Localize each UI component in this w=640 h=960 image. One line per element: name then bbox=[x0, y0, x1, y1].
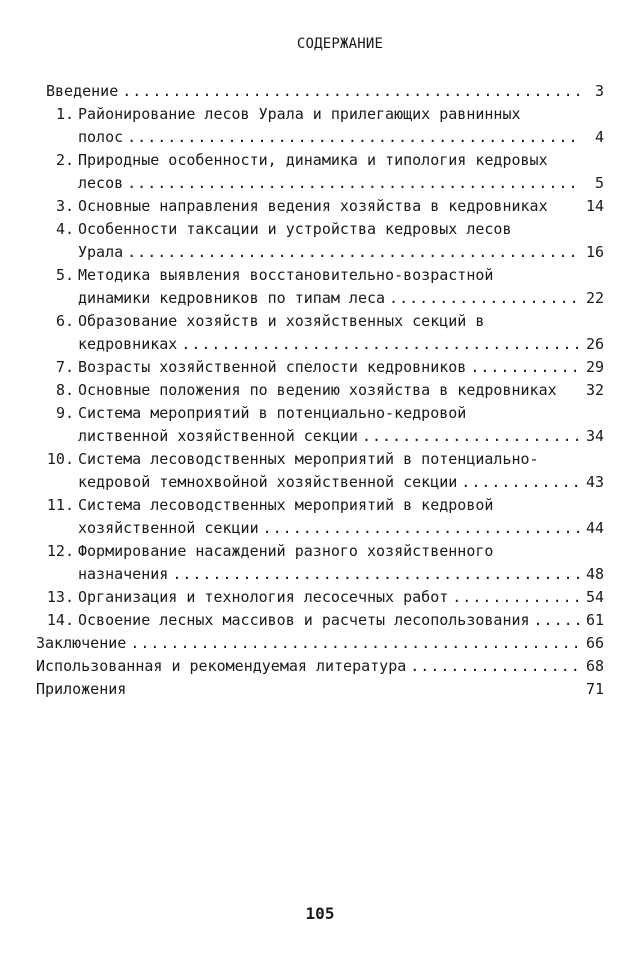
toc-entry-number: 1. bbox=[55, 105, 74, 123]
toc-entry-9-cont bbox=[36, 425, 604, 448]
toc-entry-4 bbox=[36, 218, 604, 241]
toc-entry-page: 16 bbox=[585, 243, 604, 261]
leader-dots bbox=[410, 655, 582, 678]
toc-entry-title-cont: кедровниках bbox=[78, 335, 178, 353]
toc-entry-title-cont: кедровой темнохвойной хозяйственной секции bbox=[78, 473, 458, 491]
toc-entry-introduction bbox=[36, 80, 604, 103]
toc-entry-title: Освоение лесных массивов и расчеты лесопользования bbox=[78, 611, 530, 629]
toc-entry-title: Приложения bbox=[36, 680, 127, 698]
toc-heading: СОДЕРЖАНИЕ bbox=[296, 36, 384, 52]
toc-entry-page: 43 bbox=[585, 473, 604, 491]
toc-entry-conclusion bbox=[36, 632, 604, 655]
leader-dots bbox=[130, 632, 582, 655]
leader-dots bbox=[263, 517, 582, 540]
toc-entry-6 bbox=[36, 310, 604, 333]
toc-entry-page: 32 bbox=[585, 381, 604, 399]
toc-entry-page: 61 bbox=[585, 611, 604, 629]
toc-entry-4-cont bbox=[36, 241, 604, 264]
page-number: 105 bbox=[305, 904, 335, 923]
leader-dots bbox=[127, 172, 582, 195]
toc-entry-title: Система лесоводственных мероприятий в потенциально- bbox=[78, 450, 539, 468]
toc-entry-number: 14. bbox=[46, 611, 74, 629]
toc-entry-11 bbox=[36, 494, 604, 517]
toc-entry-2 bbox=[36, 149, 604, 172]
toc-entry-6-cont bbox=[36, 333, 604, 356]
toc-entry-title: Основные положения по ведению хозяйства в кедровниках bbox=[78, 381, 557, 399]
toc-entry-title-cont: динамики кедровников по типам леса bbox=[78, 289, 386, 307]
toc-entry-title-cont: лесов bbox=[78, 174, 124, 192]
leader-dots bbox=[362, 425, 582, 448]
leader-dots bbox=[127, 126, 582, 149]
toc-entry-5 bbox=[36, 264, 604, 287]
toc-entry-title-cont: лиственной хозяйственной секции bbox=[78, 427, 358, 445]
toc-entry-title: Районирование лесов Урала и прилегающих равнинных bbox=[78, 105, 521, 123]
toc-entry-14 bbox=[36, 609, 604, 632]
toc-entry-page: 48 bbox=[585, 565, 604, 583]
toc-entry-page: 44 bbox=[585, 519, 604, 537]
toc-entry-title: Использованная и рекомендуемая литература bbox=[36, 657, 407, 675]
toc-entry-10 bbox=[36, 448, 604, 471]
leader-dots bbox=[534, 609, 582, 632]
toc-entry-number: 13. bbox=[46, 588, 74, 606]
toc-entry-title-cont: Урала bbox=[78, 243, 124, 261]
leader-dots bbox=[461, 471, 582, 494]
leader-dots bbox=[389, 287, 582, 310]
toc-entry-page: 34 bbox=[585, 427, 604, 445]
toc-entry-2-cont bbox=[36, 172, 604, 195]
toc-entry-title: Особенности таксации и устройства кедровых лесов bbox=[78, 220, 512, 238]
toc-entry-number: 5. bbox=[55, 266, 74, 284]
toc-entry-8 bbox=[36, 379, 604, 402]
toc-entry-title: Система лесоводственных мероприятий в кедровой bbox=[78, 496, 494, 514]
toc-entry-page: 71 bbox=[585, 680, 604, 698]
toc-entry-number: 12. bbox=[46, 542, 74, 560]
toc-entry-13 bbox=[36, 586, 604, 609]
toc-entry-references bbox=[36, 655, 604, 678]
toc-entry-title: Методика выявления восстановительно-возрастной bbox=[78, 266, 494, 284]
toc-entry-page: 3 bbox=[594, 82, 604, 100]
toc-entry-page: 54 bbox=[585, 588, 604, 606]
toc-entry-number: 3. bbox=[55, 197, 74, 215]
toc-entry-number: 7. bbox=[55, 358, 74, 376]
toc-entry-10-cont bbox=[36, 471, 604, 494]
toc-entry-page: 4 bbox=[594, 128, 604, 146]
toc-entry-1-cont bbox=[36, 126, 604, 149]
toc-entry-page: 29 bbox=[585, 358, 604, 376]
toc-entry-title: Система мероприятий в потенциально-кедровой bbox=[78, 404, 467, 422]
toc-entry-5-cont bbox=[36, 287, 604, 310]
toc-entry-number: 11. bbox=[46, 496, 74, 514]
toc-entry-page: 68 bbox=[585, 657, 604, 675]
toc-entry-number: 9. bbox=[55, 404, 74, 422]
toc-entry-number: 2. bbox=[55, 151, 74, 169]
leader-dots bbox=[452, 586, 582, 609]
toc-entry-number: 4. bbox=[55, 220, 74, 238]
toc-entry-page: 5 bbox=[594, 174, 604, 192]
toc-entry-appendices bbox=[36, 678, 604, 701]
toc-entry-page: 22 bbox=[585, 289, 604, 307]
toc-entry-title-cont: хозяйственной секции bbox=[78, 519, 259, 537]
table-of-contents bbox=[36, 80, 604, 701]
leader-dots bbox=[127, 241, 582, 264]
toc-entry-page: 26 bbox=[585, 335, 604, 353]
toc-entry-title: Заключение bbox=[36, 634, 127, 652]
toc-entry-title-cont: назначения bbox=[78, 565, 169, 583]
toc-entry-12-cont bbox=[36, 563, 604, 586]
toc-entry-title: Природные особенности, динамика и типология кедровых bbox=[78, 151, 548, 169]
toc-entry-number: 6. bbox=[55, 312, 74, 330]
toc-entry-title: Введение bbox=[46, 82, 119, 100]
toc-entry-11-cont bbox=[36, 517, 604, 540]
toc-entry-title: Организация и технология лесосечных работ bbox=[78, 588, 449, 606]
toc-entry-title: Формирование насаждений разного хозяйственного bbox=[78, 542, 494, 560]
leader-dots bbox=[122, 80, 582, 103]
toc-entry-title: Возрасты хозяйственной спелости кедровников bbox=[78, 358, 467, 376]
toc-entry-title-cont: полос bbox=[78, 128, 124, 146]
toc-entry-page: 66 bbox=[585, 634, 604, 652]
leader-dots bbox=[172, 563, 582, 586]
toc-entry-7 bbox=[36, 356, 604, 379]
toc-entry-12 bbox=[36, 540, 604, 563]
leader-dots bbox=[470, 356, 582, 379]
leader-dots bbox=[181, 333, 582, 356]
toc-entry-title: Основные направления ведения хозяйства в кедровниках bbox=[78, 197, 548, 215]
toc-entry-title: Образование хозяйств и хозяйственных секций в bbox=[78, 312, 485, 330]
toc-entry-1 bbox=[36, 103, 604, 126]
toc-entry-number: 8. bbox=[55, 381, 74, 399]
toc-entry-9 bbox=[36, 402, 604, 425]
toc-entry-3 bbox=[36, 195, 604, 218]
toc-entry-number: 10. bbox=[46, 450, 74, 468]
toc-entry-page: 14 bbox=[585, 197, 604, 215]
